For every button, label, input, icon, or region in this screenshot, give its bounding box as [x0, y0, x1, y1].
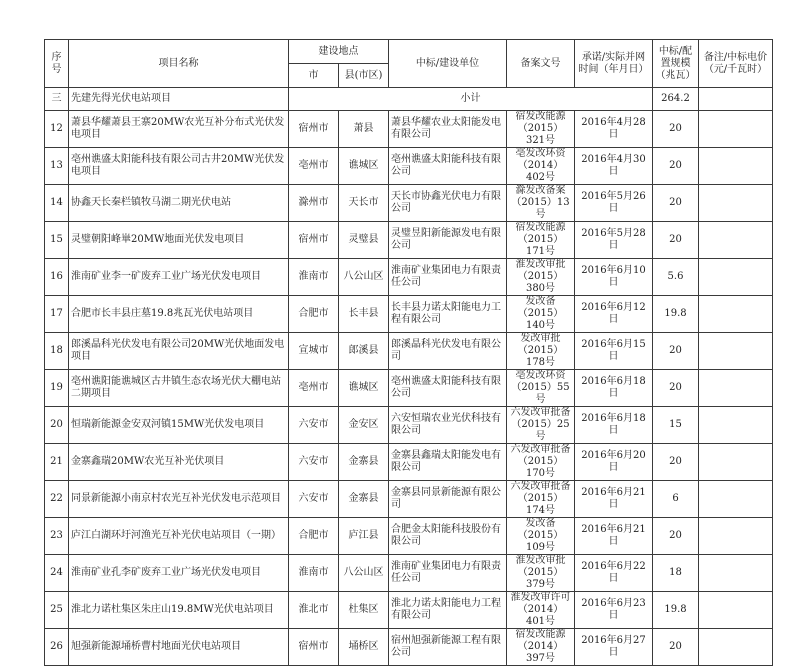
- row-name: 协鑫天长秦栏镇牧马湖二期光伏电站: [69, 185, 289, 222]
- row-record: 淮发改审批（2015）379号: [507, 555, 575, 592]
- row-scale: 20: [653, 518, 699, 555]
- row-county: 金寨县: [339, 444, 389, 481]
- row-seq: 26: [45, 629, 69, 666]
- header-location: 建设地点: [289, 40, 389, 64]
- row-name: 淮南矿业李一矿废弃工业广场光伏发电项目: [69, 259, 289, 296]
- row-date: 2016年5月26日: [575, 185, 653, 222]
- row-seq: 13: [45, 148, 69, 185]
- row-city: 亳州市: [289, 370, 339, 407]
- row-county: 埇桥区: [339, 629, 389, 666]
- row-remark: [699, 111, 773, 148]
- row-scale: 5.6: [653, 259, 699, 296]
- row-county: 庐江县: [339, 518, 389, 555]
- row-date: 2016年6月20日: [575, 444, 653, 481]
- row-date: 2016年4月28日: [575, 111, 653, 148]
- row-name: 恒瑞新能源金安双河镇15MW光伏发电项目: [69, 407, 289, 444]
- row-record: 发改备（2015）109号: [507, 518, 575, 555]
- row-scale: 19.8: [653, 296, 699, 333]
- row-county: 谯城区: [339, 148, 389, 185]
- row-date: 2016年6月21日: [575, 518, 653, 555]
- row-seq: 17: [45, 296, 69, 333]
- row-name: 旭强新能源埇桥曹村地面光伏电站项目: [69, 629, 289, 666]
- row-owner: 长丰县力诺太阳能电力工程有限公司: [389, 296, 507, 333]
- row-name: 合肥市长丰县庄墓19.8兆瓦光伏电站项目: [69, 296, 289, 333]
- table-row: [45, 370, 773, 407]
- table-row: [45, 296, 773, 333]
- row-owner: 金寨县鑫瑞太阳能发电有限公司: [389, 444, 507, 481]
- row-seq: 15: [45, 222, 69, 259]
- row-owner: 六安恒瑞农业光伏科技有限公司: [389, 407, 507, 444]
- row-remark: [699, 333, 773, 370]
- table-row: [45, 629, 773, 666]
- row-remark: [699, 444, 773, 481]
- row-city: 亳州市: [289, 148, 339, 185]
- row-remark: [699, 296, 773, 333]
- row-name: 郎溪晶科光伏发电有限公司20MW光伏地面发电项目: [69, 333, 289, 370]
- row-owner: 淮北力诺太阳能电力工程有限公司: [389, 592, 507, 629]
- row-date: 2016年5月28日: [575, 222, 653, 259]
- subtotal-label: 小计: [289, 88, 653, 111]
- row-city: 合肥市: [289, 296, 339, 333]
- row-date: 2016年6月10日: [575, 259, 653, 296]
- row-record: 六发改审批备（2015）170号: [507, 444, 575, 481]
- subtotal-value: 264.2: [653, 88, 699, 111]
- row-seq: 23: [45, 518, 69, 555]
- row-scale: 20: [653, 185, 699, 222]
- table-row: [45, 444, 773, 481]
- row-county: 郎溪县: [339, 333, 389, 370]
- row-remark: [699, 407, 773, 444]
- row-city: 淮北市: [289, 592, 339, 629]
- row-seq: 16: [45, 259, 69, 296]
- row-owner: 亳州谯盛太阳能科技有限公司: [389, 148, 507, 185]
- row-date: 2016年6月18日: [575, 407, 653, 444]
- row-scale: 20: [653, 629, 699, 666]
- row-remark: [699, 259, 773, 296]
- row-record: 宿发改能源（2015）321号: [507, 111, 575, 148]
- row-seq: 21: [45, 444, 69, 481]
- row-remark: [699, 592, 773, 629]
- table-row: [45, 259, 773, 296]
- row-seq: 14: [45, 185, 69, 222]
- row-county: 八公山区: [339, 259, 389, 296]
- row-date: 2016年6月18日: [575, 370, 653, 407]
- row-owner: 淮南矿业集团电力有限责任公司: [389, 555, 507, 592]
- table-row: [45, 555, 773, 592]
- row-owner: 淮南矿业集团电力有限责任公司: [389, 259, 507, 296]
- row-record: 发改备（2015）140号: [507, 296, 575, 333]
- row-county: 金安区: [339, 407, 389, 444]
- row-record: 六发改审批备（2015）25号: [507, 407, 575, 444]
- row-county: 萧县: [339, 111, 389, 148]
- row-owner: 金寨县同景新能源有限公司: [389, 481, 507, 518]
- row-remark: [699, 222, 773, 259]
- row-city: 合肥市: [289, 518, 339, 555]
- header-city: 市: [289, 64, 339, 88]
- row-date: 2016年6月27日: [575, 629, 653, 666]
- row-county: 杜集区: [339, 592, 389, 629]
- row-remark: [699, 629, 773, 666]
- row-remark: [699, 185, 773, 222]
- row-record: 淮发改审批（2015）380号: [507, 259, 575, 296]
- row-scale: 20: [653, 222, 699, 259]
- row-name: 亳州谯盛太阳能科技有限公司古井20MW光伏发电项目: [69, 148, 289, 185]
- row-county: 长丰县: [339, 296, 389, 333]
- row-scale: 20: [653, 148, 699, 185]
- row-record: 亳发改环资（2015）55号: [507, 370, 575, 407]
- table-row: [45, 592, 773, 629]
- row-scale: 20: [653, 444, 699, 481]
- row-remark: [699, 518, 773, 555]
- section-title: 先建先得光伏电站项目: [69, 88, 289, 111]
- row-seq: 18: [45, 333, 69, 370]
- row-remark: [699, 555, 773, 592]
- row-county: 金寨县: [339, 481, 389, 518]
- row-remark: [699, 370, 773, 407]
- row-city: 六安市: [289, 481, 339, 518]
- row-city: 六安市: [289, 407, 339, 444]
- row-city: 宿州市: [289, 222, 339, 259]
- row-city: 淮南市: [289, 555, 339, 592]
- row-record: 发改审批（2015）178号: [507, 333, 575, 370]
- row-seq: 25: [45, 592, 69, 629]
- row-date: 2016年6月22日: [575, 555, 653, 592]
- header-county: 县(市区): [339, 64, 389, 88]
- row-county: 灵璧县: [339, 222, 389, 259]
- row-city: 宿州市: [289, 111, 339, 148]
- row-seq: 24: [45, 555, 69, 592]
- row-scale: 18: [653, 555, 699, 592]
- row-seq: 22: [45, 481, 69, 518]
- header-remark: 备注/中标电价（元/千瓦时）: [699, 40, 773, 88]
- row-owner: 亳州谯盛太阳能科技有限公司: [389, 370, 507, 407]
- row-scale: 20: [653, 111, 699, 148]
- table-row: [45, 518, 773, 555]
- row-city: 六安市: [289, 444, 339, 481]
- row-scale: 6: [653, 481, 699, 518]
- table-row: [45, 111, 773, 148]
- row-name: 萧县华耀萧县王寨20MW农光互补分布式光伏发电项目: [69, 111, 289, 148]
- row-city: 宣城市: [289, 333, 339, 370]
- row-seq: 12: [45, 111, 69, 148]
- row-record: 淮发改审许可（2014）401号: [507, 592, 575, 629]
- row-scale: 20: [653, 370, 699, 407]
- row-record: 宿发改能源（2015）171号: [507, 222, 575, 259]
- row-name: 淮南矿业孔李矿废弃工业广场光伏发电项目: [69, 555, 289, 592]
- row-date: 2016年6月21日: [575, 481, 653, 518]
- header-commit: 承诺/实际并网时间（年月日）: [575, 40, 653, 88]
- row-date: 2016年6月23日: [575, 592, 653, 629]
- row-record: 宿发改能源（2014）397号: [507, 629, 575, 666]
- row-county: 八公山区: [339, 555, 389, 592]
- row-name: 同景新能源小南京村农光互补光伏发电示范项目: [69, 481, 289, 518]
- table-row: [45, 333, 773, 370]
- row-city: 宿州市: [289, 629, 339, 666]
- row-city: 淮南市: [289, 259, 339, 296]
- row-scale: 19.8: [653, 592, 699, 629]
- row-owner: 灵璧昱阳新能源发电有限公司: [389, 222, 507, 259]
- header-name: 项目名称: [69, 40, 289, 88]
- header-owner: 中标/建设单位: [389, 40, 507, 88]
- section-row: [45, 88, 773, 111]
- row-name: 金寨鑫瑞20MW农光互补光伏项目: [69, 444, 289, 481]
- row-city: 滁州市: [289, 185, 339, 222]
- row-owner: 郎溪晶科光伏发电有限公司: [389, 333, 507, 370]
- row-record: 滁发改备案（2015）13号: [507, 185, 575, 222]
- row-name: 庐江白湖环圩河渔光互补光伏电站项目（一期）: [69, 518, 289, 555]
- section-seq: 三: [45, 88, 69, 111]
- header-seq: 序号: [45, 40, 69, 88]
- section-remark: [699, 88, 773, 111]
- header-record: 备案文号: [507, 40, 575, 88]
- project-table: [44, 39, 773, 666]
- row-seq: 20: [45, 407, 69, 444]
- row-county: 天长市: [339, 185, 389, 222]
- row-owner: 天长市协鑫光伏电力有限公司: [389, 185, 507, 222]
- table-row: [45, 185, 773, 222]
- row-date: 2016年6月12日: [575, 296, 653, 333]
- table-row: [45, 481, 773, 518]
- row-date: 2016年6月15日: [575, 333, 653, 370]
- header-row-top: [45, 40, 773, 64]
- row-remark: [699, 481, 773, 518]
- row-date: 2016年4月30日: [575, 148, 653, 185]
- row-county: 谯城区: [339, 370, 389, 407]
- table-row: [45, 407, 773, 444]
- table-row: [45, 148, 773, 185]
- row-scale: 20: [653, 333, 699, 370]
- row-scale: 15: [653, 407, 699, 444]
- header-scale: 中标/配置规模（兆瓦）: [653, 40, 699, 88]
- row-record: 六发改审批备（2015）174号: [507, 481, 575, 518]
- row-name: 灵璧朝阳峰崋20MW地面光伏发电项目: [69, 222, 289, 259]
- row-owner: 宿州旭强新能源工程有限公司: [389, 629, 507, 666]
- row-record: 亳发改环资（2014）402号: [507, 148, 575, 185]
- row-seq: 19: [45, 370, 69, 407]
- row-name: 淮北力诺杜集区朱庄山19.8MW光伏电站项目: [69, 592, 289, 629]
- row-owner: 萧县华耀农业太阳能发电有限公司: [389, 111, 507, 148]
- row-name: 亳州谯阳能谯城区古井镇生态农场光伏大棚电站二期项目: [69, 370, 289, 407]
- row-owner: 合肥金太阳能科技股份有限公司: [389, 518, 507, 555]
- row-remark: [699, 148, 773, 185]
- table-row: [45, 222, 773, 259]
